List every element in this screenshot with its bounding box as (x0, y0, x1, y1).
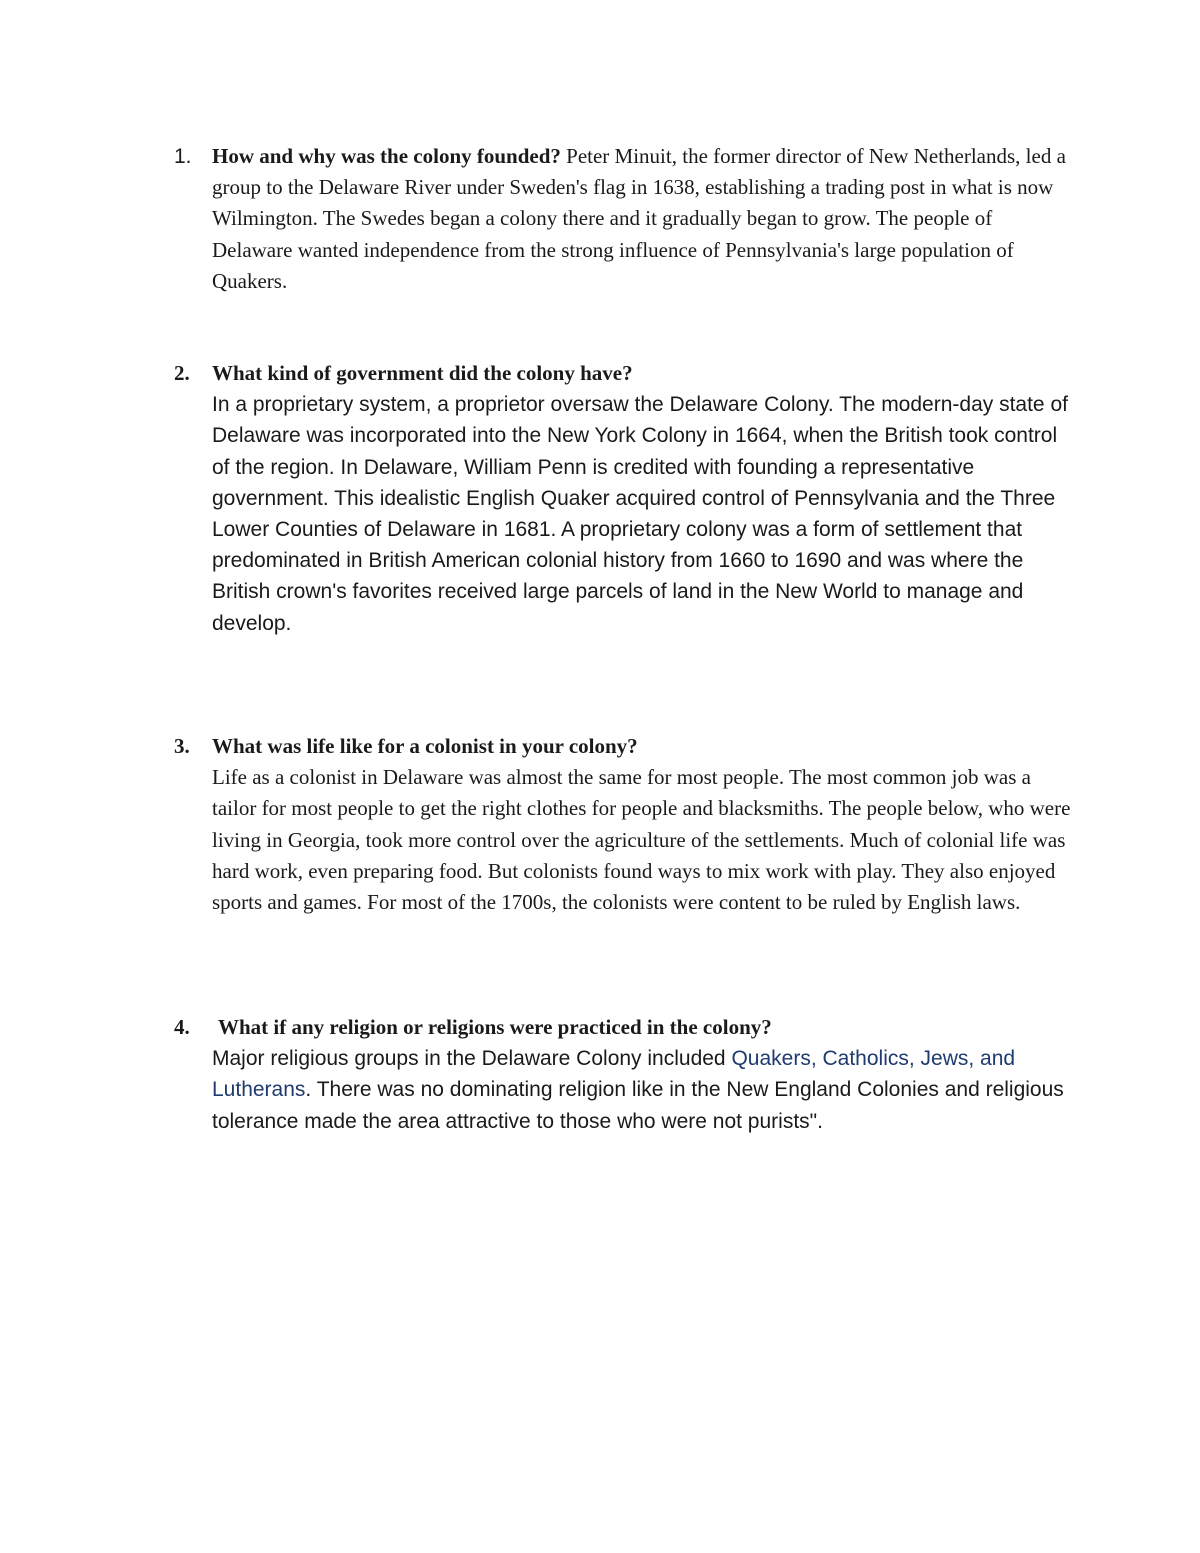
answer-text: Life as a colonist in Delaware was almost the same for most people. The most common job was a tailor for most people to get the right clothes for people and blacksmiths. The people below, who were living in Georgia, took more control over the agriculture of the settlements. Much of colonial life was hard work, even preparing food. But colonists found ways to mix work with play. They also enjoyed sports and games. For most of the 1700s, the colonists were content to be ruled by English laws. (212, 765, 1071, 915)
answer-text: Peter Minuit, the former director of New Netherlands, led a group to the Delaware River under Sweden's flag in 1638, establishing a trading post in what is now Wilmington. The Swedes began a colony there and it gradually began to grow. The people of Delaware wanted independence from the strong influence of Pennsylvania's large population of Quakers. (212, 144, 1066, 293)
item-content (212, 1012, 1074, 1137)
question-text: What if any religion or religions were practiced in the colony? (218, 1015, 772, 1039)
religions-link[interactable]: Quakers, Catholics, Jews, and Lutherans (212, 1047, 1016, 1102)
answer-text (212, 1043, 1074, 1137)
list-item (174, 731, 1074, 918)
item-content (212, 358, 1074, 639)
answer-text: In a proprietary system, a proprietor oversaw the Delaware Colony. The modern-day state of Delaware was incorporated into the New York Colony in 1664, when the British took control of the region. In Delaware, William Penn is credited with founding a representative government. This idealistic English Quaker acquired control of Pennsylvania and the Three Lower Counties of Delaware in 1681. A proprietary colony was a form of settlement that predominated in British American colonial history from 1660 to 1690 and was where the British crown's favorites received large parcels of land in the New World to manage and develop. (212, 393, 1068, 635)
item-number: 4. (174, 1015, 190, 1039)
list-item (174, 358, 1074, 639)
question-text: What was life like for a colonist in your colony? (212, 734, 638, 758)
list-item (174, 1012, 1074, 1137)
item-number: 2. (174, 361, 190, 385)
item-number: 1. (174, 145, 192, 168)
answer-text-start: Major religious groups in the Delaware Colony included (212, 1047, 732, 1071)
list-item (174, 141, 1074, 297)
answer-text-end: . There was no dominating religion like in the New England Colonies and religious tolerance made the area attractive to those who were not purists". (212, 1078, 1064, 1133)
item-number: 3. (174, 734, 190, 758)
item-content (212, 731, 1074, 918)
question-text: How and why was the colony founded? (212, 144, 561, 168)
item-content (212, 141, 1074, 297)
question-text: What kind of government did the colony have? (212, 361, 633, 385)
